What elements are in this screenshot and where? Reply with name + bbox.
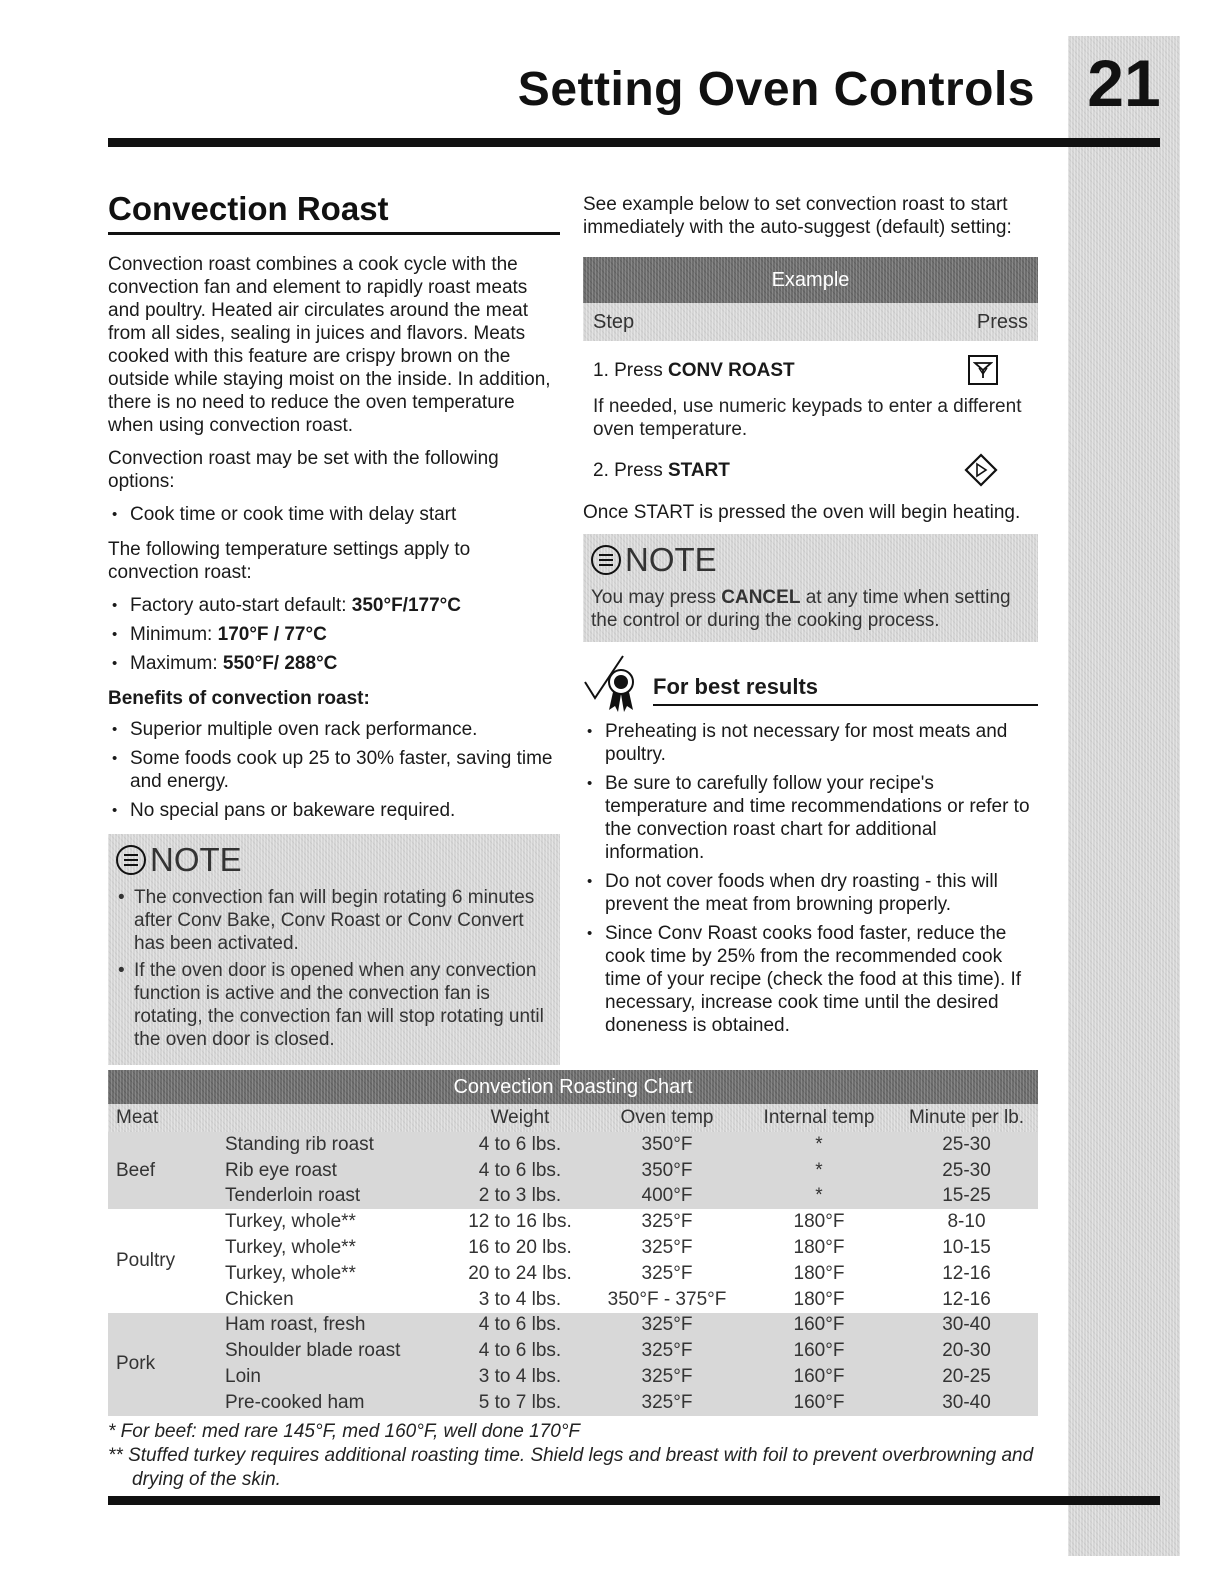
intro-paragraph: Convection roast combines a cook cycle with the convection fan and element to rapidly roast meats and poultry. Heated air circulates around the meat from all sides, sealing in juices and flavors. Meats cooked with this feature are crispy brown on the outside while staying moist on the inside. In addition, there is no need to reduce the oven temperature when using convection roast. [108,254,551,436]
temp-value: 350°F/177°C [351,595,461,616]
section-rule [108,232,560,235]
col-header-minutes: Minute per lb. [908,1107,1025,1128]
left-column [108,188,560,1065]
cut-cell: Turkey, whole** [225,1209,449,1235]
cut-cell: Rib eye roast [225,1158,449,1184]
cut-cell: Loin [225,1364,449,1390]
meat-cell: Beef [108,1132,225,1209]
page-title: Setting Oven Controls [517,63,1035,116]
minutes-cell: 20-30 [895,1338,1038,1364]
table-row [108,1132,1038,1158]
list-item: • Preheating is not necessary for most meats and poultry. [583,720,1038,766]
internal-temp-cell: * [743,1158,895,1184]
cut-cell: Tenderloin roast [225,1184,449,1210]
table-row [108,1184,1038,1210]
table-row [108,1338,1038,1364]
minutes-cell: 12-16 [895,1287,1038,1313]
weight-cell: 12 to 16 lbs. [449,1209,591,1235]
temp-label: Factory auto-start default: [130,595,352,616]
weight-cell: 16 to 20 lbs. [449,1235,591,1261]
footnote: ** Stuffed turkey requires additional roasting time. Shield legs and breast with foil to prevent overbrowning and drying of the skin. [108,1445,1034,1490]
note-icon [116,845,146,875]
minutes-cell: 10-15 [895,1235,1038,1261]
roasting-chart [108,1070,1038,1416]
oven-temp-cell: 325°F [591,1209,743,1235]
internal-temp-cell: 160°F [743,1338,895,1364]
chart-title: Convection Roasting Chart [108,1070,1038,1104]
step-key: CONV ROAST [667,359,795,381]
footnote: * For beef: med rare 145°F, med 160°F, well done 170°F [108,1421,581,1442]
note-title: NOTE [625,541,717,578]
top-rule [108,138,1160,147]
note-box [108,834,560,1065]
internal-temp-cell: 160°F [743,1364,895,1390]
weight-cell: 5 to 7 lbs. [449,1390,591,1416]
cut-cell: Ham roast, fresh [225,1313,449,1339]
table-row [108,1364,1038,1390]
minutes-cell: 15-25 [895,1184,1038,1210]
minutes-cell: 30-40 [895,1390,1038,1416]
best-results-title: For best results [653,674,819,699]
step-text [593,359,795,382]
cut-cell: Shoulder blade roast [225,1338,449,1364]
weight-cell: 4 to 6 lbs. [449,1313,591,1339]
internal-temp-cell: 180°F [743,1209,895,1235]
cut-cell: Turkey, whole** [225,1261,449,1287]
list-item: • The convection fan will begin rotating 6 minutes after Conv Bake, Conv Roast or Conv Convert has been activated. [116,886,548,955]
weight-cell: 4 to 6 lbs. [449,1158,591,1184]
internal-temp-cell: 180°F [743,1287,895,1313]
table-body [108,1132,1038,1416]
col-header-cut [225,1104,449,1132]
meat-cell: Pork [108,1313,225,1416]
temp-label: Minimum: [130,624,218,645]
note-icon [591,545,621,575]
note-text [591,586,1026,632]
weight-cell: 4 to 6 lbs. [449,1132,591,1158]
table-row [108,1235,1038,1261]
example-box [583,257,1038,487]
list-item: • Cook time or cook time with delay start [108,503,560,526]
temp-value: 170°F / 77°C [217,624,327,645]
ribbon-checkmark-icon [583,652,647,716]
note-list [116,886,548,1051]
note-heading [116,842,548,878]
table-row [108,1158,1038,1184]
minutes-cell: 30-40 [895,1313,1038,1339]
oven-temp-cell: 350°F [591,1158,743,1184]
weight-cell: 3 to 4 lbs. [449,1287,591,1313]
cut-cell: Turkey, whole** [225,1235,449,1261]
options-list [108,503,560,526]
step-text [593,459,730,482]
meat-cell: Poultry [108,1209,225,1312]
cut-cell: Pre-cooked ham [225,1390,449,1416]
internal-temp-cell: 180°F [743,1261,895,1287]
weight-cell: 2 to 3 lbs. [449,1184,591,1210]
benefits-list [108,718,560,822]
internal-temp-cell: 160°F [743,1390,895,1416]
temp-value: 550°F/ 288°C [222,653,338,674]
step-key: START [667,459,730,481]
table-header-row [108,1104,1038,1132]
table-row [108,1390,1038,1416]
col-header-meat: Meat [116,1107,159,1128]
section-title: Convection Roast [108,190,389,227]
table-row [108,1287,1038,1313]
note-box [583,534,1038,642]
oven-temp-cell: 325°F [591,1261,743,1287]
col-header-internal-temp: Internal temp [763,1107,875,1128]
weight-cell: 3 to 4 lbs. [449,1364,591,1390]
list-item [108,594,560,617]
temp-intro: The following temperature settings apply to convection roast: [108,539,471,583]
example-intro: See example below to set convection roast to start immediately with the auto-suggest (default) setting: [583,194,1012,238]
internal-temp-cell: 160°F [743,1313,895,1339]
list-item [108,623,560,646]
after-start-text: Once START is pressed the oven will begin heating. [583,502,1021,523]
note-heading [591,542,1026,578]
step-note: If needed, use numeric keypads to enter a different oven temperature. [593,396,1022,440]
options-intro: Convection roast may be set with the following options: [108,448,499,492]
minutes-cell: 25-30 [895,1158,1038,1184]
internal-temp-cell: 180°F [743,1235,895,1261]
oven-temp-cell: 325°F [591,1313,743,1339]
cut-cell: Standing rib roast [225,1132,449,1158]
page-number: 21 [1087,46,1161,120]
note-title: NOTE [150,841,242,878]
best-results-heading [583,652,1038,716]
list-item: • Since Conv Roast cooks food faster, reduce the cook time by 25% from the recommended cook time of your recipe (check the food at this time). If necessary, increase cook time until the desired doneness is obtained. [583,922,1038,1037]
temp-list [108,594,560,675]
best-results-list [583,720,1038,1037]
table-row [108,1313,1038,1339]
weight-cell: 20 to 24 lbs. [449,1261,591,1287]
list-item: • No special pans or bakeware required. [108,799,560,822]
list-item: • Superior multiple oven rack performance. [108,718,560,741]
right-column [583,193,1038,1049]
roasting-table [108,1104,1038,1416]
list-item: • Be sure to carefully follow your recipe's temperature and time recommendations or refer to the convection roast chart for additional information. [583,772,1038,864]
best-results-rule [653,704,1038,706]
side-strip [1068,36,1180,1556]
note-text-post: at any time when setting the control or during the cooking process. [591,587,1011,631]
list-item: • Do not cover foods when dry roasting - this will prevent the meat from browning properly. [583,870,1038,916]
conv-roast-key-icon [968,355,998,385]
table-row [108,1261,1038,1287]
step-prefix: 1. Press [593,359,668,381]
minutes-cell: 25-30 [895,1132,1038,1158]
table-row [108,1209,1038,1235]
start-key-icon [964,453,998,487]
internal-temp-cell: * [743,1184,895,1210]
internal-temp-cell: * [743,1132,895,1158]
footnotes [108,1420,1048,1492]
step-1 [583,355,1038,385]
minutes-cell: 12-16 [895,1261,1038,1287]
note-text-pre: You may press [591,587,722,608]
oven-temp-cell: 325°F [591,1338,743,1364]
list-item: • Some foods cook up 25 to 30% faster, saving time and energy. [108,747,560,793]
weight-cell: 4 to 6 lbs. [449,1338,591,1364]
list-item: • If the oven door is opened when any convection function is active and the convection fan is rotating, the convection fan will stop rotating until the oven door is closed. [116,959,548,1051]
minutes-cell: 20-25 [895,1364,1038,1390]
press-header: Press [976,311,1028,333]
oven-temp-cell: 400°F [591,1184,743,1210]
cut-cell: Chicken [225,1287,449,1313]
minutes-cell: 8-10 [895,1209,1038,1235]
oven-temp-cell: 325°F [591,1364,743,1390]
oven-temp-cell: 325°F [591,1235,743,1261]
note-key: CANCEL [721,587,801,608]
col-header-weight: Weight [490,1107,550,1128]
oven-temp-cell: 350°F [591,1132,743,1158]
step-prefix: 2. Press [593,459,668,481]
oven-temp-cell: 325°F [591,1390,743,1416]
bottom-rule [108,1496,1160,1505]
benefits-heading: Benefits of convection roast: [108,688,370,709]
example-header [583,303,1038,341]
example-title: Example [583,257,1038,303]
step-header: Step [593,311,635,333]
col-header-oven-temp: Oven temp [620,1107,714,1128]
temp-label: Maximum: [130,653,223,674]
list-item [108,652,560,675]
oven-temp-cell: 350°F - 375°F [591,1287,743,1313]
step-2 [583,453,1038,487]
